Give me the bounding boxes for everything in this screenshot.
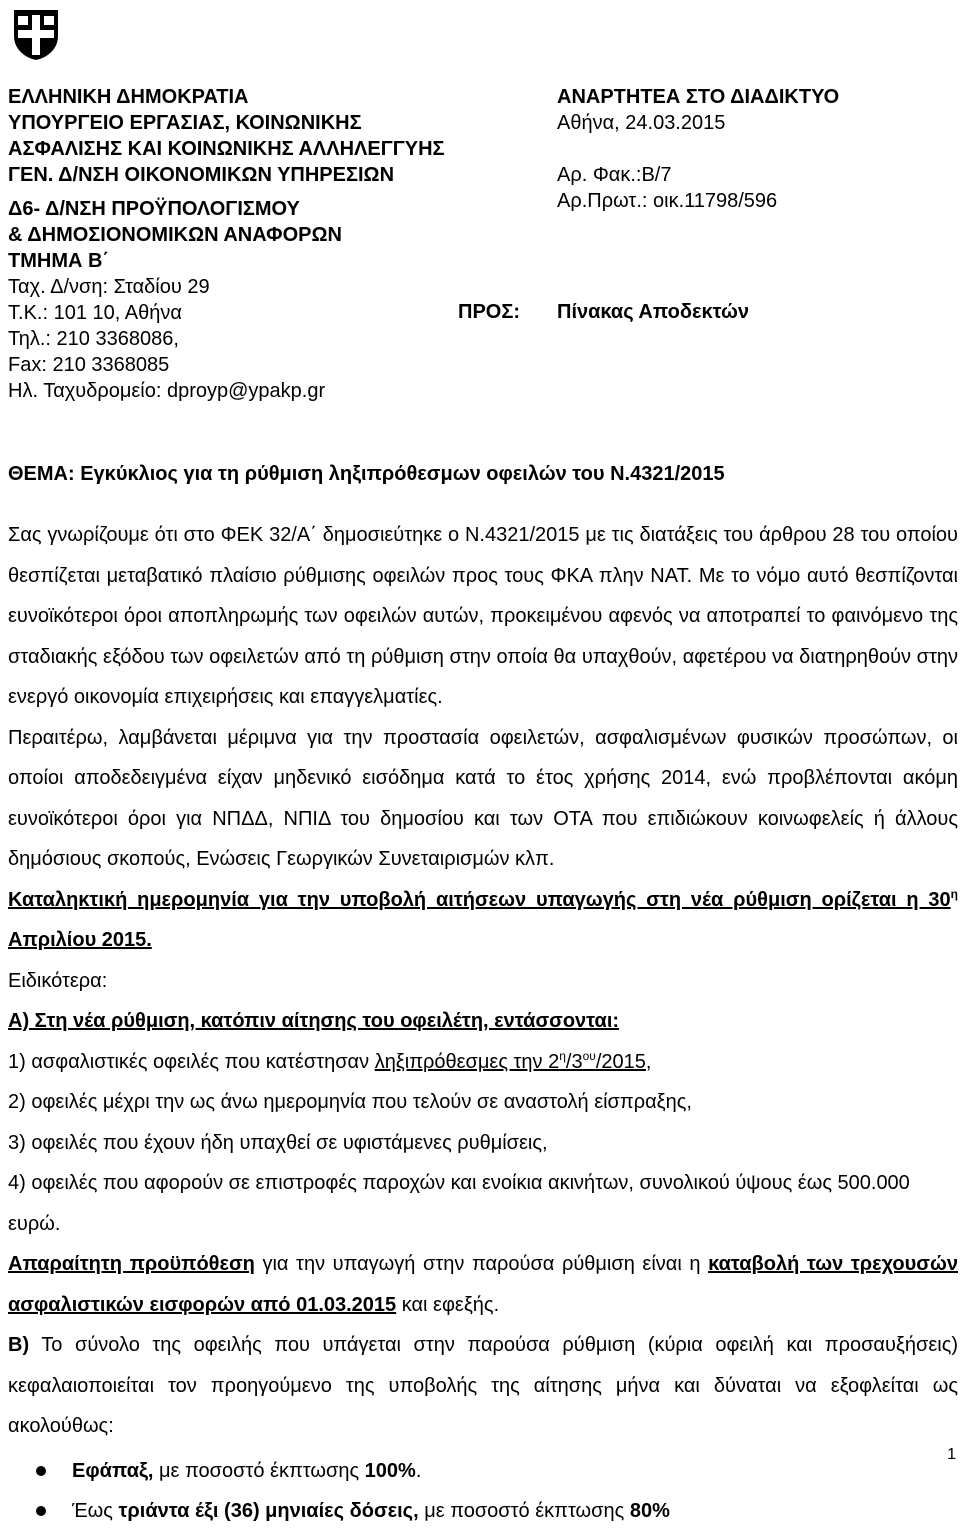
sender-line: ΥΠΟΥΡΓΕΙΟ ΕΡΓΑΣΙΑΣ, ΚΟΙΝΩΝΙΚΗΣ xyxy=(8,112,362,134)
deadline-end: Απριλίου 2015. xyxy=(8,929,152,951)
sender-line: ΤΜΗΜΑ Β΄ xyxy=(8,250,110,272)
deadline-text: Καταληκτική ημερομηνία για την υποβολή αιτήσεων υπαγωγής στη νέα ρύθμιση ορίζεται η 30 xyxy=(8,888,951,911)
page-number: 1 xyxy=(947,1446,956,1463)
bullet-icon xyxy=(36,1466,46,1476)
sender-line: Τηλ.: 210 3368086, xyxy=(8,328,179,350)
prerequisite-paragraph xyxy=(8,1244,958,1325)
document-body xyxy=(8,515,958,1531)
sender-line: Δ6- Δ/ΝΣΗ ΠΡΟΫΠΟΛΟΓΙΣΜΟΥ xyxy=(8,198,300,220)
list-item xyxy=(8,1491,958,1531)
subject-line: ΘΕΜΑ: Εγκύκλιος για τη ρύθμιση ληξιπρόθεσμων οφειλών του Ν.4321/2015 xyxy=(8,463,725,485)
file-number: Αρ. Φακ.:Β/7 xyxy=(557,164,672,186)
item1-u2: /3 xyxy=(565,1050,583,1073)
prereq-bold2: καταβολή των τρεχουσών ασφαλιστικών εισφορών από 01.03.2015 xyxy=(8,1253,958,1316)
item1-sup2: ου xyxy=(582,1048,596,1063)
item1-underlined xyxy=(374,1048,652,1073)
bullet-icon xyxy=(36,1506,46,1516)
bullet-bold: τριάντα έξι (36) μηνιαίες δόσεις, xyxy=(118,1499,419,1522)
section-b-text: Το σύνολο της οφειλής που υπάγεται στην παρούσα ρύθμιση (κύρια οφειλή και προσαυξήσεις) κεφαλαιοποιείται τον προηγούμενο της υποβολής της αίτησης μήνα και δύναται να εξοφλείται ως ακολούθως: xyxy=(8,1334,958,1437)
deadline-sup: η xyxy=(950,886,958,901)
section-a-text: Α) Στη νέα ρύθμιση, κατόπιν αίτησης του οφειλέτη, εντάσσονται: xyxy=(8,1010,620,1032)
bullet-text: με ποσοστό έκπτωσης xyxy=(153,1459,365,1482)
sender-line: Τ.Κ.: 101 10, Αθήνα xyxy=(8,302,182,324)
item1-sup1: η xyxy=(559,1048,566,1063)
publish-notice: ΑΝΑΡΤΗΤΕΑ ΣΤΟ ΔΙΑΔΙΚΤΥΟ xyxy=(557,86,840,108)
list-item-2: 2) οφειλές μέχρι την ως άνω ημερομηνία που τελούν σε αναστολή είσπραξης, xyxy=(8,1091,692,1113)
paragraph-protection: Περαιτέρω, λαμβάνεται μέριμνα για την προστασία οφειλετών, ασφαλισμένων φυσικών προσώπων, οι οποίοι αποδεδειγμένα είχαν μηδενικό εισόδημα κατά το έτος χρήσης 2014, ενώ προβλέπονται ακόμη ευνοϊκότεροι όροι για ΝΠΔΔ, ΝΠΙΔ του δημοσίου και των ΟΤΑ που επιδιώκουν κοινωφελείς ή άλλους δημόσιους σκοπούς, Ενώσεις Γεωργικών Συνεταιρισμών κλπ. xyxy=(8,726,958,870)
prereq-bold: Απαραίτητη προϋπόθεση xyxy=(8,1253,255,1275)
recipients: Πίνακας Αποδεκτών xyxy=(557,301,749,323)
bullet-pre: Έως xyxy=(72,1499,119,1522)
list-item xyxy=(8,1451,958,1491)
sender-line: ΕΛΛΗΝΙΚΗ ΔΗΜΟΚΡΑΤΙΑ xyxy=(8,86,249,108)
bullet-text: με ποσοστό έκπτωσης xyxy=(418,1499,630,1522)
deadline-paragraph xyxy=(8,880,958,961)
sender-line: Ταχ. Δ/νση: Σταδίου 29 xyxy=(8,276,210,298)
document-date: Αθήνα, 24.03.2015 xyxy=(557,112,726,134)
sender-line: ΑΣΦΑΛΙΣΗΣ ΚΑΙ ΚΟΙΝΩΝΙΚΗΣ ΑΛΛΗΛΕΓΓΥΗΣ xyxy=(8,138,445,160)
to-label: ΠΡΟΣ: xyxy=(458,301,521,323)
sender-line: ΓΕΝ. Δ/ΝΣΗ ΟΙΚΟΝΟΜΙΚΩΝ ΥΠΗΡΕΣΙΩΝ xyxy=(8,164,395,186)
prereq-mid: για την υπαγωγή στην παρούσα ρύθμιση είναι η xyxy=(254,1253,709,1275)
spacer xyxy=(557,136,839,162)
section-a-heading xyxy=(8,1001,958,1042)
list-item-1 xyxy=(8,1042,958,1083)
item1-prefix: 1) ασφαλιστικές οφειλές που κατέστησαν xyxy=(8,1050,375,1073)
payment-options-list xyxy=(8,1451,958,1531)
spacer xyxy=(8,188,445,196)
paragraph-intro: Σας γνωρίζουμε ότι στο ΦΕΚ 32/Α΄ δημοσιεύτηκε ο Ν.4321/2015 με τις διατάξεις του άρθρου 28 του οποίου θεσπίζεται μεταβατικό πλαίσιο ρύθμισης οφειλών προς τους ΦΚΑ πλην ΝΑΤ. Με το νόμο αυτό θεσπίζονται ευνοϊκότεροι όροι αποπληρωμής των οφειλών αυτών, προκειμένου αφενός να αποτραπεί το φαινόμενο της σταδιακής εξόδου των οφειλετών από τη ρύθμιση στην οποία θα υπαχθούν, αφετέρου να διατηρηθούν στην ενεργό οικονομία επιχειρήσεις και επαγγελματίες. xyxy=(8,524,958,708)
sender-line: Fax: 210 3368085 xyxy=(8,354,170,376)
section-b-paragraph xyxy=(8,1325,958,1447)
header-right xyxy=(557,84,839,214)
list-item-3: 3) οφειλές που έχουν ήδη υπαχθεί σε υφιστάμενες ρυθμίσεις, xyxy=(8,1131,548,1154)
list-item-4: 4) οφειλές που αφορούν σε επιστροφές παροχών και ενοίκια ακινήτων, συνολικού ύψους έως 500.000 ευρώ. xyxy=(8,1172,910,1235)
bullet-end: . xyxy=(415,1459,422,1482)
section-b-label: Β) xyxy=(8,1334,30,1356)
sender-block xyxy=(8,84,445,404)
bullet-percent: 80% xyxy=(629,1499,670,1522)
specifically-label: Ειδικότερα: xyxy=(8,969,108,992)
bullet-bold: Εφάπαξ, xyxy=(72,1459,154,1482)
bullet-percent: 100% xyxy=(364,1459,416,1482)
item1-u1: ληξιπρόθεσμες την 2 xyxy=(374,1050,560,1073)
greek-coat-of-arms-icon xyxy=(8,6,64,62)
sender-line: & ΔΗΜΟΣΙΟΝΟΜΙΚΩΝ ΑΝΑΦΟΡΩΝ xyxy=(8,224,342,246)
sender-line: Ηλ. Ταχυδρομείο: dproyp@ypakp.gr xyxy=(8,380,326,402)
prereq-end: και εφεξής. xyxy=(396,1293,500,1316)
item1-u3: /2015, xyxy=(595,1050,652,1073)
protocol-number: Αρ.Πρωτ.: οικ.11798/596 xyxy=(557,190,778,212)
